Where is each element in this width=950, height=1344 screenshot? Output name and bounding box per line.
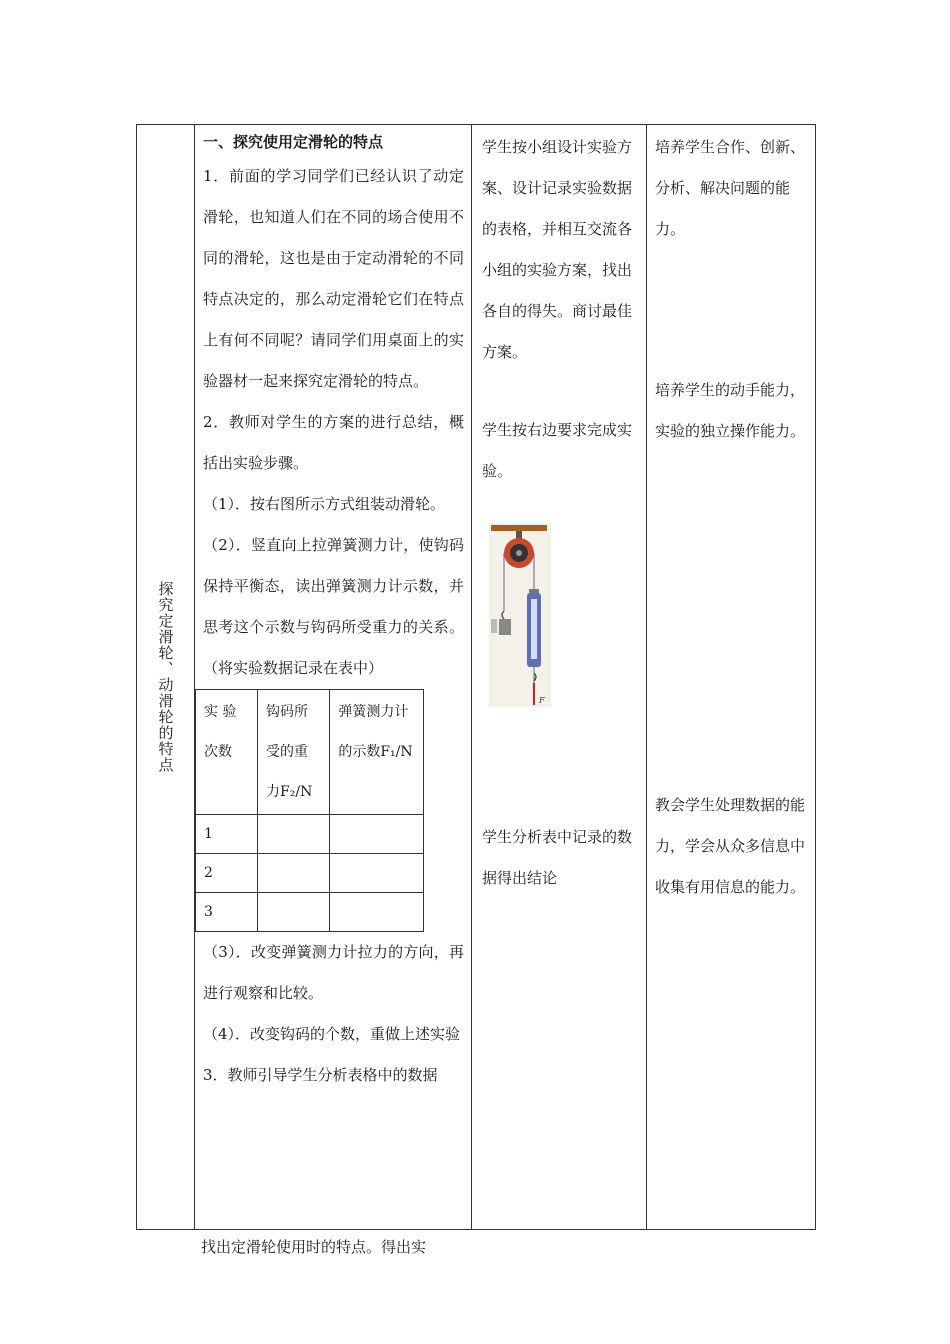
student-activity-cell — [472, 125, 647, 1230]
teacher-paragraph-2: 2．教师对学生的方案的进行总结，概括出实验步骤。 — [203, 413, 464, 472]
teacher-paragraph-3: 3．教师引导学生分析表格中的数据 — [203, 1066, 438, 1084]
header-weight: 钩码所受的重力F₂/N — [258, 690, 330, 815]
table-cell-empty — [330, 854, 424, 893]
topic-label: 探究定滑轮、动滑轮的特点 — [156, 581, 175, 773]
table-cell-empty — [330, 893, 424, 932]
teacher-paragraph-1: 1．前面的学习同学们已经认识了动定滑轮，也知道人们在不同的场合使用不同的滑轮，这也是由于定动滑轮的不同特点决定的，那么动定滑轮它们在特点上有何不同呢？请同学们用桌面上的实验器材一起来探究定滑轮的特点。 — [203, 167, 464, 390]
lesson-plan-table — [136, 124, 816, 1230]
table-cell-empty — [258, 815, 330, 854]
force-label: F — [539, 696, 545, 705]
trial-number: 1 — [196, 815, 258, 854]
table-cell-empty — [330, 815, 424, 854]
pulley-apparatus-figure — [489, 523, 551, 707]
student-block-1: 学生按小组设计实验方案、设计记录实验数据的表格，并相互交流各小组的实验方案，找出各自的得失。商讨最佳方案。 — [482, 138, 633, 361]
step-3: （3）．改变弹簧测力计拉力的方向，再进行观察和比较。 — [203, 943, 464, 1002]
step-1: （1）．按右图所示方式组装动滑轮。 — [203, 495, 446, 513]
intent-block-2: 培养学生的动手能力，实验的独立操作能力。 — [655, 381, 806, 440]
section-heading: 一、探究使用定滑轮的特点 — [203, 133, 384, 151]
trial-number: 2 — [196, 854, 258, 893]
topic-cell — [137, 125, 195, 1230]
student-block-3: 学生分析表中记录的数据得出结论 — [482, 828, 633, 887]
intent-block-1: 培养学生合作、创新、分析、解决问题的能力。 — [655, 138, 806, 238]
student-block-2: 学生按右边要求完成实验。 — [482, 421, 633, 480]
header-reading: 弹簧测力计的示数F₁/N — [330, 690, 424, 815]
data-record-table — [195, 689, 424, 932]
table-cell-empty — [258, 854, 330, 893]
trial-number: 3 — [196, 893, 258, 932]
intent-block-3: 教会学生处理数据的能力，学会从众多信息中收集有用信息的能力。 — [655, 796, 806, 896]
table-cell-empty — [258, 893, 330, 932]
teacher-activity-cell — [195, 125, 472, 1230]
design-intent-cell — [647, 125, 816, 1230]
step-2: （2）．竖直向上拉弹簧测力计，使钩码保持平衡态，读出弹簧测力计示数，并思考这个示数与钩码所受重力的关系。（将实验数据记录在表中） — [203, 536, 464, 677]
continuation-text: 找出定滑轮使用时的特点。得出实 — [201, 1238, 427, 1256]
header-trial: 实 验次数 — [196, 690, 258, 815]
step-4: （4）．改变钩码的个数，重做上述实验 — [203, 1025, 461, 1043]
